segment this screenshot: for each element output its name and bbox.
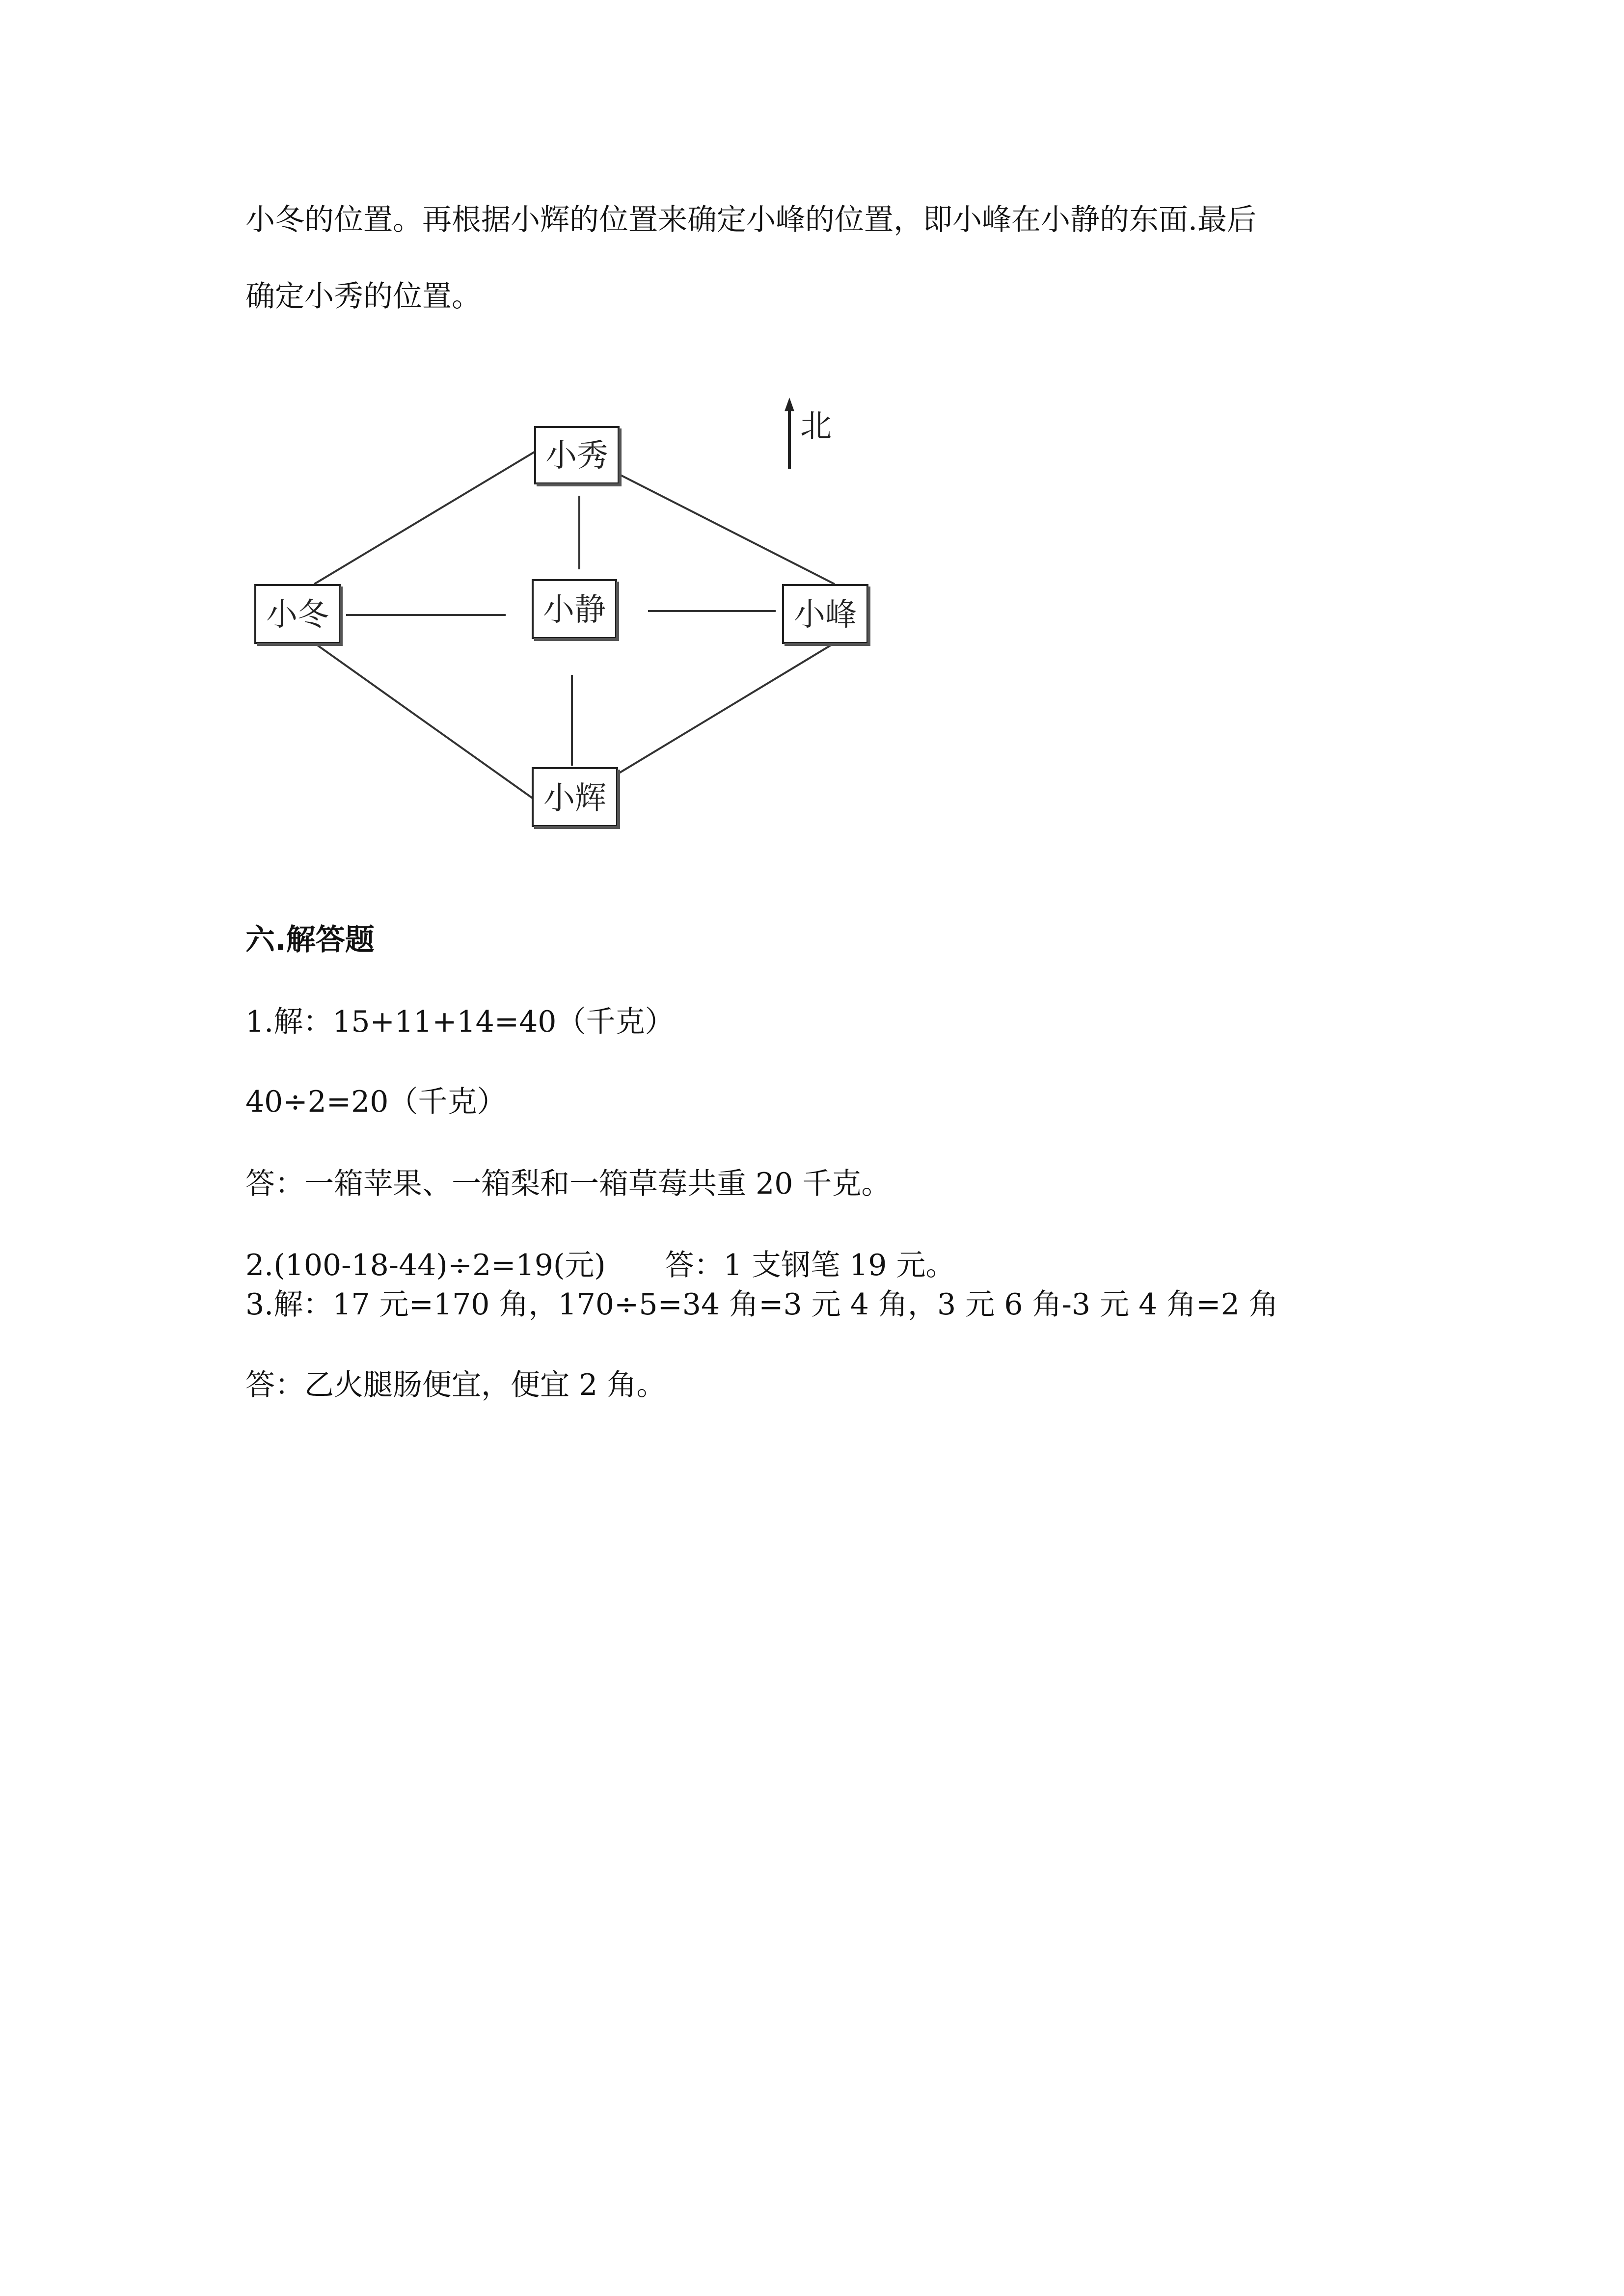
node-feng-label: 小峰: [794, 597, 857, 633]
north-arrow-icon: [785, 398, 794, 469]
section-title: 六.解答题: [245, 923, 375, 957]
q3-answer: 答：乙火腿肠便宜，便宜 2 角。: [245, 1368, 666, 1402]
edge-dong-hui: [314, 643, 535, 800]
q3-line: 3.解：17 元=170 角，170÷5=34 角=3 元 4 角，3 元 6 角-3 元 4 角=2 角: [245, 1287, 1278, 1322]
north-label: 北: [800, 408, 832, 445]
q2-line: 2.(100-18-44)÷2=19(元) 答：1 支钢笔 19 元。: [245, 1248, 955, 1282]
node-feng: [783, 585, 869, 644]
node-xiu-label: 小秀: [545, 438, 608, 474]
node-dong-label: 小冬: [266, 597, 329, 633]
node-jing-label: 小静: [543, 592, 606, 628]
node-jing: [533, 580, 618, 640]
q1-answer: 答：一箱苹果、一箱梨和一箱草莓共重 20 千克。: [245, 1167, 891, 1201]
position-diagram: [245, 373, 884, 844]
paragraph-line-1: 小冬的位置。再根据小辉的位置来确定小峰的位置，即小峰在小静的东面.最后: [245, 203, 1257, 237]
paragraph-line-2: 确定小秀的位置。: [245, 279, 481, 314]
node-dong: [255, 585, 341, 644]
node-xiu: [535, 427, 620, 485]
node-hui-label: 小辉: [543, 780, 606, 817]
q1-line-1: 1.解：15+11+14=40（千克）: [245, 1005, 675, 1039]
edge-dong-xiu: [314, 452, 535, 584]
q1-line-2: 40÷2=20（千克）: [245, 1085, 507, 1119]
node-hui: [533, 768, 619, 828]
